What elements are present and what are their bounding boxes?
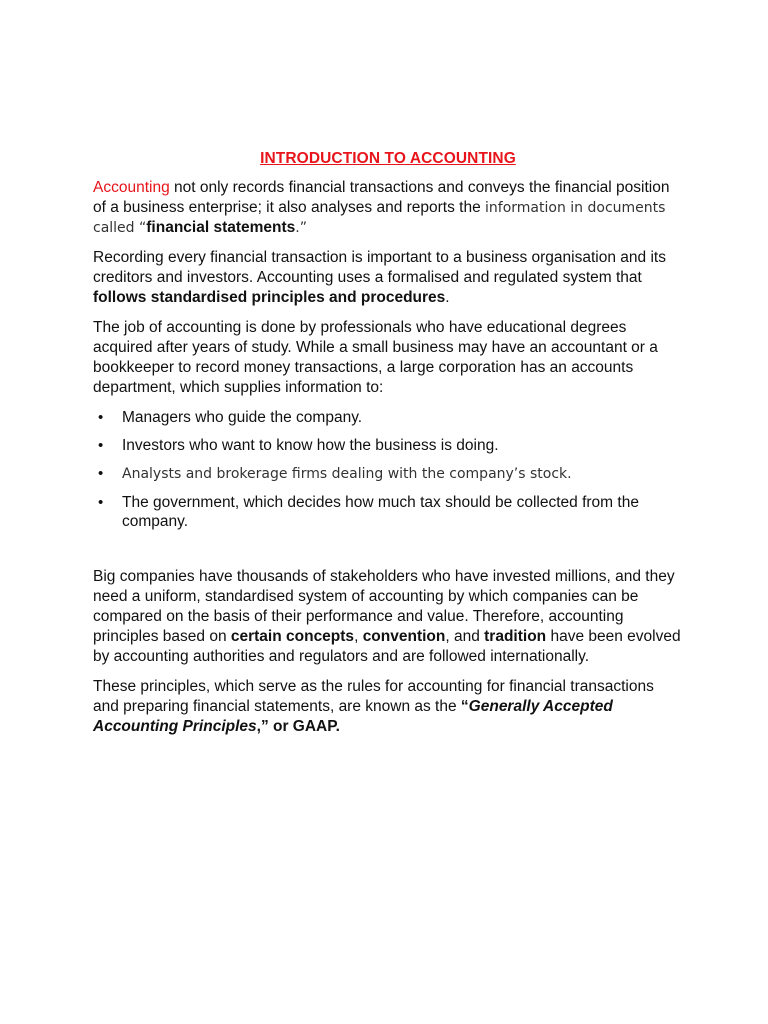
list-item [93,408,683,427]
document-title: INTRODUCTION TO ACCOUNTING [260,150,516,167]
list-item-text: Investors who want to know how the business is doing. [122,437,499,454]
paragraph-recording-end: . [445,289,450,306]
paragraph-recording-text: Recording every financial transaction is important to a business organisation and its creditors and investors. Accounting uses a formalised and regulated system that [93,249,666,286]
financial-statements-bold: financial statements [146,219,296,236]
document-page [93,150,683,747]
paragraph-recording [93,248,683,308]
list-item [93,493,683,531]
tradition-bold: tradition [484,628,547,645]
paragraph-stakeholders-end: have been evolved by accounting authorities and regulators and are followed internationally. [93,628,681,665]
quote-open: “ [460,698,469,715]
list-item-text: The government, which decides how much tax should be collected from the company. [122,494,639,530]
spacer [93,541,683,567]
paragraph-gaap-end: ,” or GAAP. [256,718,340,735]
certain-concepts-bold: certain concepts [230,628,355,645]
separator: , and [445,628,485,645]
list-item-text: Analysts and brokerage firms dealing with the company’s stock. [122,466,572,482]
paragraph-intro-end: .” [295,220,307,236]
paragraph-job: The job of accounting is done by professionals who have educational degrees acquired after years of study. While a small business may have an accountant or a bookkeeper to record money transactions, a large corporation has an accounts department, which supplies information to: [93,319,658,396]
convention-bold: convention [362,628,446,645]
paragraph-intro [93,178,683,238]
bullet-icon: • [98,409,104,426]
bullet-icon: • [98,437,104,454]
paragraph-intro-text: not only records financial transactions and conveys the financial position of a business enterprise; it also analyses and reports the [93,179,670,216]
standardised-principles-bold: follows standardised principles and procedures [93,289,446,306]
list-item [93,436,683,455]
bullet-list [93,408,683,531]
bullet-icon: • [98,494,104,511]
paragraph-intro-light-text: information in documents called “ [93,200,666,236]
list-item [93,464,683,484]
bullet-icon: • [98,465,104,482]
paragraph-stakeholders-text: Big companies have thousands of stakeholders who have invested millions, and they need a uniform, standardised system of accounting by which companies can be compared on the basis of their performance and value. Therefore, accounting principles based on [93,568,675,645]
gaap-full-name: Generally Accepted Accounting Principles [93,698,613,735]
paragraph-gaap [93,677,683,737]
paragraph-stakeholders [93,567,683,667]
separator: , [354,628,363,645]
list-item-text: Managers who guide the company. [122,409,363,426]
accounting-highlight: Accounting [93,179,170,196]
paragraph-gaap-text: These principles, which serve as the rules for accounting for financial transactions and preparing financial statements, are known as the [93,678,654,715]
